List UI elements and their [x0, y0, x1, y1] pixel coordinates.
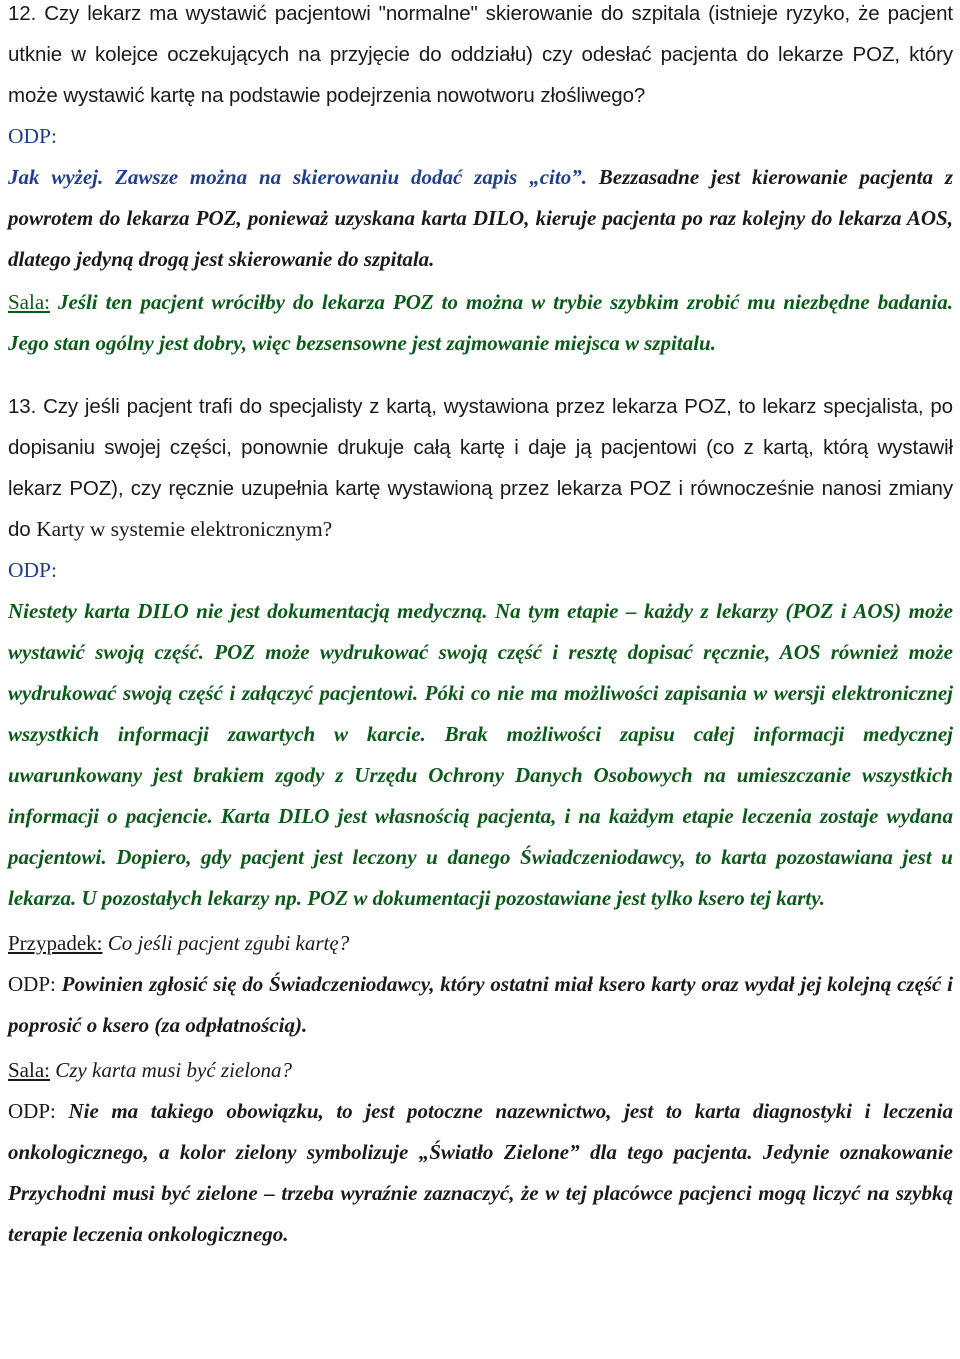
case-odp-label: ODP:: [8, 972, 56, 996]
question-13: [8, 386, 953, 550]
sala-comment-12: [8, 282, 953, 364]
question-13-text-end: Karty w systemie elektronicznym?: [36, 517, 333, 541]
sala-text-13: Czy karta musi być zielona?: [50, 1058, 293, 1082]
sala-text-12: Jeśli ten pacjent wróciłby do lekarza POZ to można w trybie szybkim zrobić mu niezbędne badania. Jego stan ogólny jest dobry, więc bezsensowne jest zajmowanie miejsca w szpitalu.: [8, 290, 953, 355]
sala-label-12: Sala:: [8, 290, 50, 314]
case-question: [8, 923, 953, 964]
answer-12: [8, 157, 953, 280]
answer-12-part-a: Jak wyżej. Zawsze można na skierowaniu dodać zapis „cito”.: [8, 165, 587, 189]
answer-12-part-b: Bezzasadne jest kierowanie pacjenta z powrotem do lekarza POZ, ponieważ uzyskana karta DILO, kieruje pacjenta po raz kolejny do lekarza AOS, dlatego jedyną drogą jest skierowanie do szpitala.: [8, 165, 953, 271]
question-13-text: Czy jeśli pacjent trafi do specjalisty z kartą, wystawiona przez lekarza POZ, to lekarz specjalista, po dopisaniu swojej części, ponownie drukuje całą kartę i daje ją pacjentowi (co z kartą, którą wystawił lekarz POZ), czy ręcznie uzupełnia kartę wystawioną przez lekarza POZ i równocześnie nanosi zmiany do: [8, 395, 953, 541]
answer-13: Niestety karta DILO nie jest dokumentacją medyczną. Na tym etapie – każdy z lekarzy (POZ i AOS) może wystawić swoją część. POZ może wydrukować swoją część i resztę dopisać ręcznie, AOS również może wydrukować swoją część i załączyć pacjentowi. Póki co nie ma możliwości zapisania w wersji elektronicznej wszystkich informacji zawartych w karcie. Brak możliwości zapisu całej informacji medycznej uwarunkowany jest brakiem zgody z Urzędu Ochrony Danych Osobowych na umieszczanie wszystkich informacji o pacjencie. Karta DILO jest własnością pacjenta, i na każdym etapie leczenia zostaje wydana pacjentowi. Dopiero, gdy pacjent jest leczony u danego Świadczeniodawcy, to karta pozostawiana jest u lekarza. U pozostałych lekarzy np. POZ w dokumentacji pozostawiane jest tylko ksero tej karty.: [8, 599, 953, 910]
case-answer: [8, 964, 953, 1046]
sala-question-13: [8, 1050, 953, 1091]
case-label: Przypadek:: [8, 931, 103, 955]
odp-label-12: ODP:: [8, 124, 57, 148]
sala-answer-13: [8, 1091, 953, 1255]
sala-odp-label: ODP:: [8, 1099, 56, 1123]
odp-label-13: ODP:: [8, 558, 57, 582]
case-answer-text: Powinien zgłosić się do Świadczeniodawcy, który ostatni miał ksero karty oraz wydał jej kolejną część i poprosić o ksero (za odpłatnością).: [8, 972, 953, 1037]
sala-answer-text: Nie ma takiego obowiązku, to jest potoczne nazewnictwo, jest to karta diagnostyki i leczenia onkologicznego, a kolor zielony symbolizuje „Światło Zielone” dla tego pacjenta. Jedynie oznakowanie Przychodni musi być zielone – trzeba wyraźnie zaznaczyć, że w tej placówce pacjenci mogą liczyć na szybką terapie leczenia onkologicznego.: [8, 1099, 953, 1246]
case-text: Co jeśli pacjent zgubi kartę?: [102, 931, 350, 955]
question-12: 12. Czy lekarz ma wystawić pacjentowi "normalne" skierowanie do szpitala (istnieje ryzyko, że pacjent utknie w kolejce oczekujących na przyjęcie do oddziału) czy odesłać pacjenta do lekarze POZ, który może wystawić kartę na podstawie podejrzenia nowotworu złośliwego?: [8, 2, 953, 107]
sala-label-13: Sala:: [8, 1058, 50, 1082]
question-13-number: 13.: [8, 395, 37, 418]
